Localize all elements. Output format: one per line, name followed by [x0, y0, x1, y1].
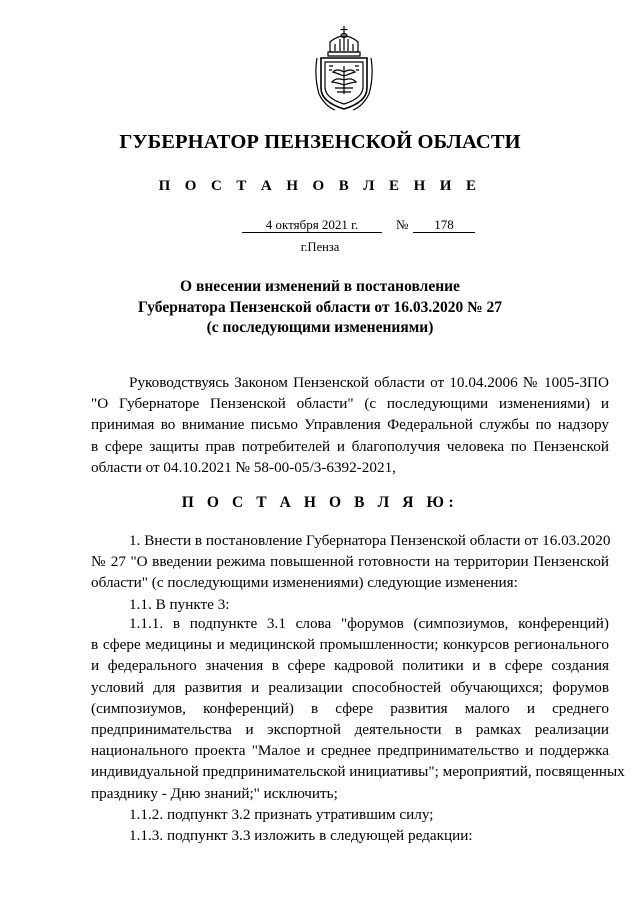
text-line: области" (с последующими изменениями) следующие изменения:: [91, 574, 518, 592]
text-line: 1. Внести в постановление Губернатора Пензенской области от 16.03.2020: [129, 532, 611, 549]
title-line: (с последующими изменениями): [206, 319, 434, 336]
document-type: П О С Т А Н О В Л Е Н И Е: [158, 178, 482, 194]
text-line: условий для развития и реализации способностей обучающихся; форумов: [91, 678, 609, 696]
body-paragraph-1: [91, 530, 609, 594]
item-1-1-3: 1.1.3. подпункт 3.3 изложить в следующей редакции:: [129, 827, 473, 844]
text-line: Руководствуясь Законом Пензенской области от 10.04.2006 № 1005-ЗПО: [129, 374, 609, 391]
title-line: О внесении изменений в постановление: [180, 278, 460, 295]
text-line: предпринимательства и экспортной деятельности в рамках реализации: [91, 721, 609, 739]
title-line: Губернатора Пензенской области от 16.03.2020 № 27: [137, 298, 503, 316]
document-number: 178: [413, 217, 475, 233]
text-line: 1.1.1. в подпункте 3.1 слова "форумов (симпозиумов, конференций): [129, 615, 609, 632]
city-label: г.Пенза: [300, 240, 340, 254]
document-date: 4 октября 2021 г.: [242, 217, 382, 233]
authority-title: ГУБЕРНАТОР ПЕНЗЕНСКОЙ ОБЛАСТИ: [119, 131, 521, 153]
text-line: и федерального значения в сфере кадровой политики и в сфере создания: [91, 657, 609, 675]
text-line: принимая во внимание письмо Управления Федеральной службы по надзору: [91, 416, 609, 434]
resolve-heading: П О С Т А Н О В Л Я Ю:: [181, 494, 459, 511]
text-line: в сфере защиты прав потребителей и благополучия человека по Пензенской: [91, 437, 609, 455]
text-line: празднику - Дню знаний;" исключить;: [91, 784, 338, 802]
text-line: "О Губернаторе Пензенской области" (с последующими изменениями) и: [91, 395, 609, 413]
text-line: № 27 "О введении режима повышенной готовности на территории Пензенской: [91, 553, 609, 571]
text-line: в сфере медицины и медицинской промышленности; конкурсов регионального: [91, 636, 609, 654]
item-1-1-2: 1.1.2. подпункт 3.2 признать утратившим силу;: [129, 806, 434, 823]
text-line: национального проекта "Малое и среднее предпринимательство и поддержка: [91, 742, 609, 760]
text-line: (симпозиумов, конференций) в сфере развития малого и среднего: [91, 699, 609, 717]
number-sign: №: [396, 217, 409, 232]
item-1-1-1-paragraph: [91, 613, 625, 804]
coat-of-arms-emblem: [313, 22, 375, 112]
document-title: [0, 277, 640, 339]
text-line: области от 04.10.2021 № 58-00-05/3-6392-2021,: [91, 458, 396, 476]
date-number-line: [0, 217, 640, 237]
preamble-paragraph: [91, 372, 609, 478]
item-1-1: 1.1. В пункте 3:: [129, 596, 230, 613]
text-line: индивидуальной предпринимательской инициативы"; мероприятий, посвященных: [91, 763, 625, 781]
